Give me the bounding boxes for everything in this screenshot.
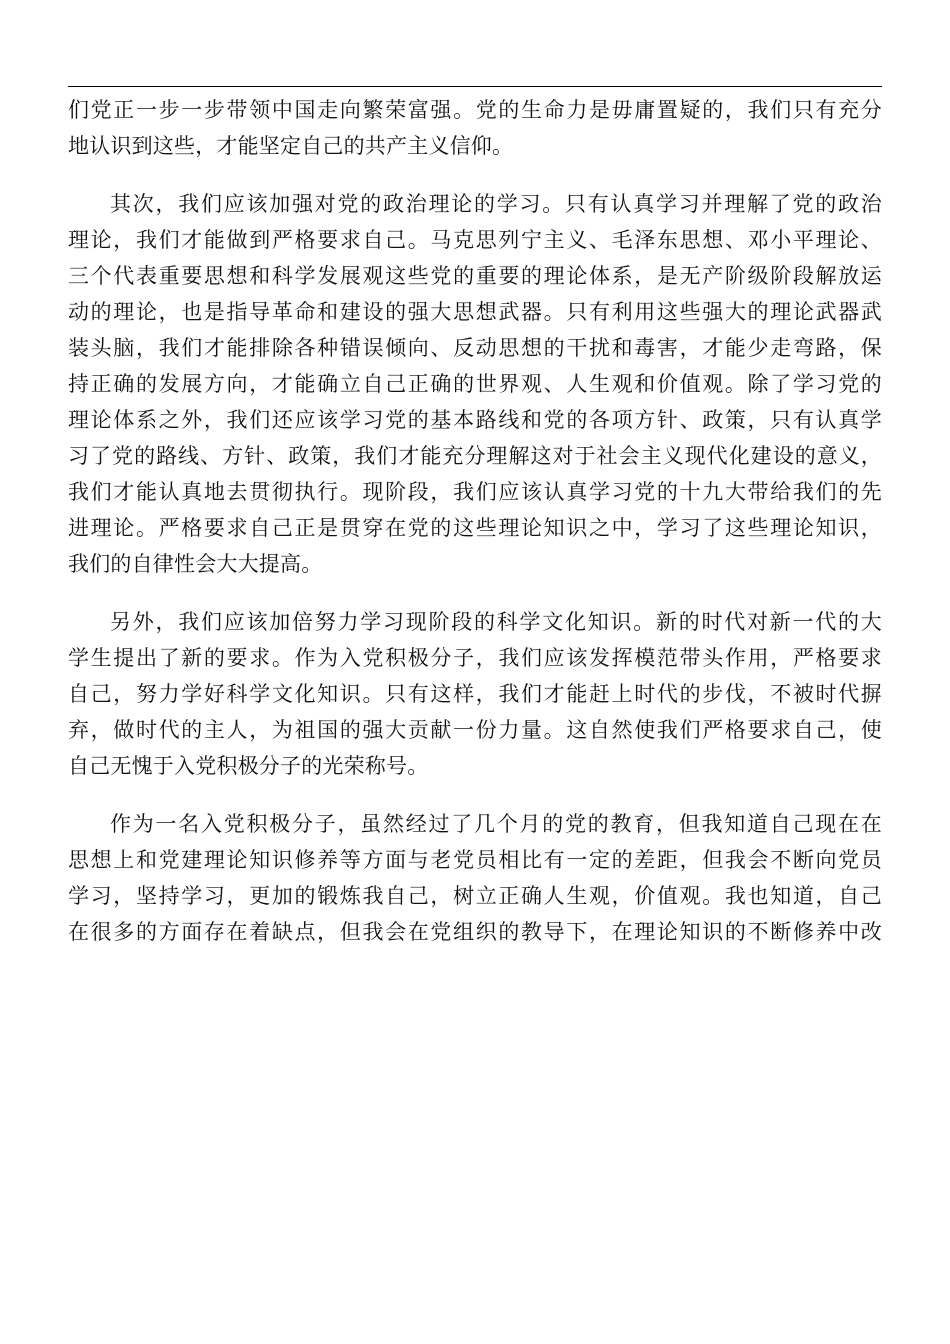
text-line: 进理论。严格要求自己正是贯穿在党的这些理论知识之中，学习了这些理论知识，	[68, 516, 882, 540]
text-line: 作为一名入党积极分子，虽然经过了几个月的党的教育，但我知道自己现在在	[110, 812, 882, 836]
text-line: 其次，我们应该加强对党的政治理论的学习。只有认真学习并理解了党的政治	[110, 192, 882, 216]
paragraph-3	[68, 604, 882, 784]
body-text	[68, 92, 882, 972]
text-line: 自己无愧于入党积极分子的光荣称号。	[68, 754, 429, 778]
text-line: 弃，做时代的主人，为祖国的强大贡献一份力量。这自然使我们严格要求自己，使	[68, 718, 882, 742]
text-line: 装头脑，我们才能排除各种错误倾向、反动思想的干扰和毒害，才能少走弯路，保	[68, 336, 882, 360]
text-line: 三个代表重要思想和科学发展观这些党的重要的理论体系，是无产阶级阶段解放运	[68, 264, 882, 288]
paragraph-2	[68, 186, 882, 582]
text-line: 另外，我们应该加倍努力学习现阶段的科学文化知识。新的时代对新一代的大	[110, 610, 882, 634]
text-line: 理论，我们才能做到严格要求自己。马克思列宁主义、毛泽东思想、邓小平理论、	[68, 228, 882, 252]
text-line: 动的理论，也是指导革命和建设的强大思想武器。只有利用这些强大的理论武器武	[68, 300, 882, 324]
text-line: 习了党的路线、方针、政策，我们才能充分理解这对于社会主义现代化建设的意义，	[68, 444, 882, 468]
text-line: 理论体系之外，我们还应该学习党的基本路线和党的各项方针、政策，只有认真学	[68, 408, 882, 432]
paragraph-1	[68, 92, 882, 164]
text-line: 持正确的发展方向，才能确立自己正确的世界观、人生观和价值观。除了学习党的	[68, 372, 882, 396]
paragraph-4	[68, 806, 882, 950]
text-line: 自己，努力学好科学文化知识。只有这样，我们才能赶上时代的步伐，不被时代摒	[68, 682, 882, 706]
text-line: 我们的自律性会大大提高。	[68, 552, 323, 576]
text-line: 我们才能认真地去贯彻执行。现阶段，我们应该认真学习党的十九大带给我们的先	[68, 480, 882, 504]
text-line: 在很多的方面存在着缺点，但我会在党组织的教导下，在理论知识的不断修养中改	[68, 920, 882, 944]
header-rule	[68, 86, 882, 87]
text-line: 学习，坚持学习，更加的锻炼我自己，树立正确人生观，价值观。我也知道，自己	[68, 884, 882, 908]
text-line: 思想上和党建理论知识修养等方面与老党员相比有一定的差距，但我会不断向党员	[68, 848, 882, 872]
text-line: 们党正一步一步带领中国走向繁荣富强。党的生命力是毋庸置疑的，我们只有充分	[68, 98, 882, 122]
text-line: 学生提出了新的要求。作为入党积极分子，我们应该发挥模范带头作用，严格要求	[68, 646, 882, 670]
text-line: 地认识到这些，才能坚定自己的共产主义信仰。	[68, 134, 514, 158]
